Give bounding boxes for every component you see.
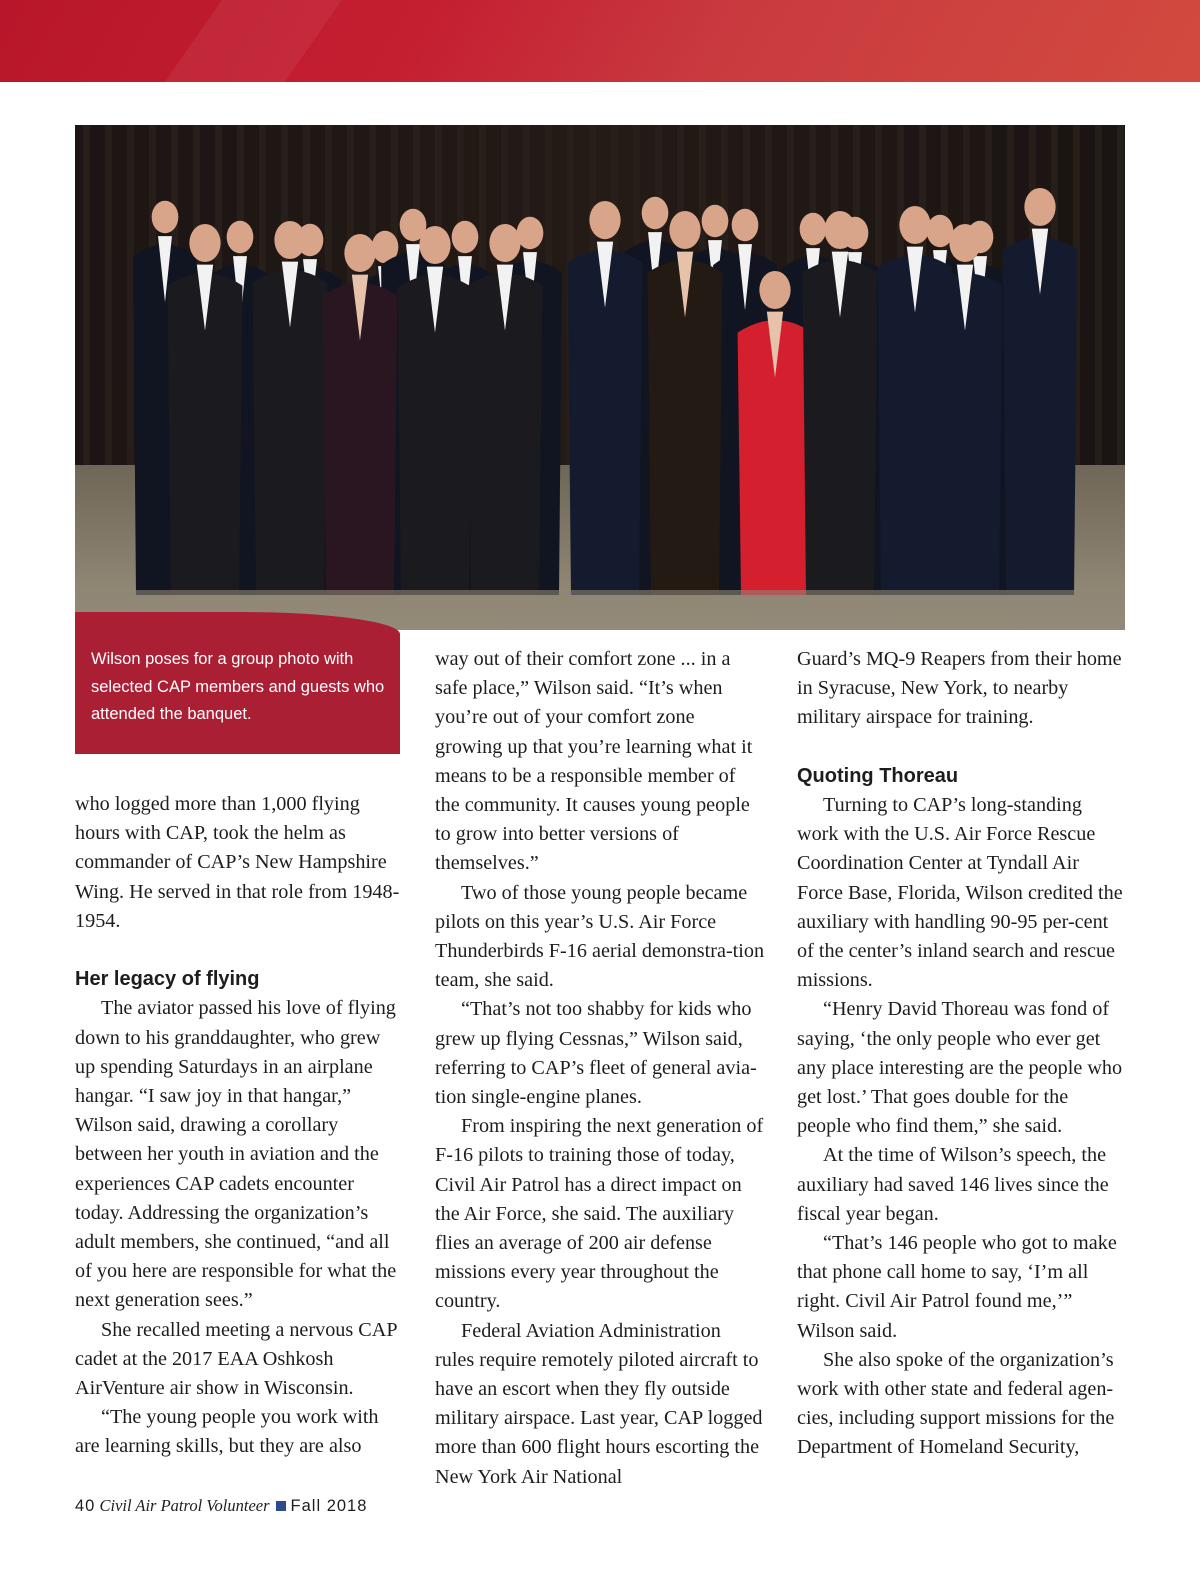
photo-caption: Wilson poses for a group photo with selected CAP members and guests who attended the banquet. (91, 650, 385, 723)
body-paragraph: From inspiring the next generation of F-16 pilots to training those of today, Civil Air Patrol has a direct impact on the Air Force, she said. The auxiliary flies an average of 200 air defense missions every year throughout the country. (435, 1115, 764, 1313)
person (468, 224, 543, 595)
body-paragraph: “Henry David Thoreau was fond of saying, ‘the only people who ever get any place interesting are the people who get lost.’ That goes double for the people who find them,” she said. (797, 998, 1123, 1138)
person-head (274, 221, 305, 259)
body-paragraph: She recalled meeting a nervous CAP cadet at the 2017 EAA Oshkosh AirVenture air show in Wisconsin. (75, 1318, 397, 1400)
body-paragraph: way out of their comfort zone ... in a safe place,” Wilson said. “It’s when you’re out of your comfort zone growing up that you’re learning what it means to be a responsible member of the community. It causes young people to grow into better versions of themselves.” (435, 648, 753, 875)
curtain-fold (105, 125, 112, 470)
person-head (669, 211, 700, 249)
body-paragraph: “That’s 146 people who got to make that phone call home to say, ‘I’m all right. Civil Air Patrol found me,’” Wilson said. (797, 1232, 1117, 1342)
issue-label: Fall 2018 (290, 1497, 368, 1515)
page-number: 40 (75, 1497, 96, 1515)
person (1003, 188, 1078, 595)
banner-streak (110, 0, 370, 82)
person-head (152, 201, 179, 233)
curtain-fold (1095, 125, 1102, 470)
person-head (1024, 188, 1055, 226)
person-head (589, 201, 620, 239)
person-head (489, 224, 520, 262)
person-head (642, 197, 669, 229)
person-head (759, 271, 790, 309)
footer-square-icon (276, 1501, 286, 1511)
person-head (824, 211, 855, 249)
person-head (227, 221, 254, 253)
person (648, 211, 723, 595)
person-head (732, 209, 759, 241)
body-paragraph: At the time of Wilson’s speech, the auxiliary had saved 146 lives since the fiscal year began. (797, 1144, 1109, 1225)
person-head (899, 206, 930, 244)
section-heading: Quoting Thoreau (797, 764, 959, 787)
person-head (419, 226, 450, 264)
person-head (344, 234, 375, 272)
person (803, 211, 878, 595)
body-paragraph: Turning to CAP’s long-standing work with the U.S. Air Force Rescue Coordination Center at Tyndall Air Force Base, Florida, Wilson credited the auxiliary with handling 90-95 per-cent of the center’s inland search and rescue missions. (797, 794, 1123, 992)
person-head (927, 215, 954, 247)
paragraph-gap (75, 936, 405, 965)
person (253, 221, 328, 595)
person-head (949, 224, 980, 262)
paragraph-gap (797, 733, 1127, 762)
top-banner (0, 0, 1200, 82)
body-paragraph: “That’s not too shabby for kids who grew up flying Cessnas,” Wilson said, referring to CAP’s fleet of general avia-tion single-engine planes. (435, 998, 757, 1109)
publication-name: Civil Air Patrol Volunteer (99, 1496, 270, 1515)
column-1 (75, 790, 405, 1462)
section-heading: Her legacy of flying (75, 968, 260, 991)
group-photo (75, 125, 1125, 630)
body-paragraph: Federal Aviation Administration rules require remotely piloted aircraft to have an escort when they fly outside military airspace. Last year, CAP logged more than 600 flight hours escorting the New York Air National (435, 1319, 763, 1488)
body-paragraph: Guard’s MQ-9 Reapers from their home in Syracuse, New York, to nearby military airspace for training. (797, 648, 1122, 729)
person-head (189, 224, 220, 262)
person-head (517, 217, 544, 249)
body-paragraph: She also spoke of the organization’s work with other state and federal agen-cies, including support missions for the Department of Homeland Security, (797, 1348, 1115, 1459)
curtain-fold (127, 125, 134, 470)
column-2 (435, 645, 765, 1492)
page-footer (75, 1496, 367, 1516)
person-head (702, 205, 729, 237)
column-3 (797, 645, 1127, 1463)
body-paragraph: The aviator passed his love of flying down to his granddaughter, who grew up spending Saturdays in an airplane hangar. “I saw joy in that hangar,” Wilson said, drawing a corollary between her youth in aviation and the experiences CAP cadets encounter today. Addressing the organization’s adult members, she continued, “and all of you here are responsible for what the next generation sees.” (75, 997, 397, 1312)
body-paragraph: Two of those young people became pilots on this year’s U.S. Air Force Thunderbirds F-16 aerial demonstra-tion team, she said. (435, 881, 765, 992)
curtain-fold (1117, 125, 1124, 470)
person (398, 226, 473, 595)
person-head (800, 213, 827, 245)
curtain-fold (83, 125, 90, 470)
body-paragraph: “The young people you work with are learning skills, but they are also (75, 1406, 379, 1458)
person (928, 224, 1003, 595)
person (168, 224, 243, 595)
group-photo-illustration (75, 125, 1125, 630)
body-paragraph: who logged more than 1,000 flying hours with CAP, took the helm as commander of CAP’s New Hampshire Wing. He served in that role from 1948-1954. (75, 793, 400, 932)
person (568, 201, 643, 595)
person-head (452, 221, 479, 253)
